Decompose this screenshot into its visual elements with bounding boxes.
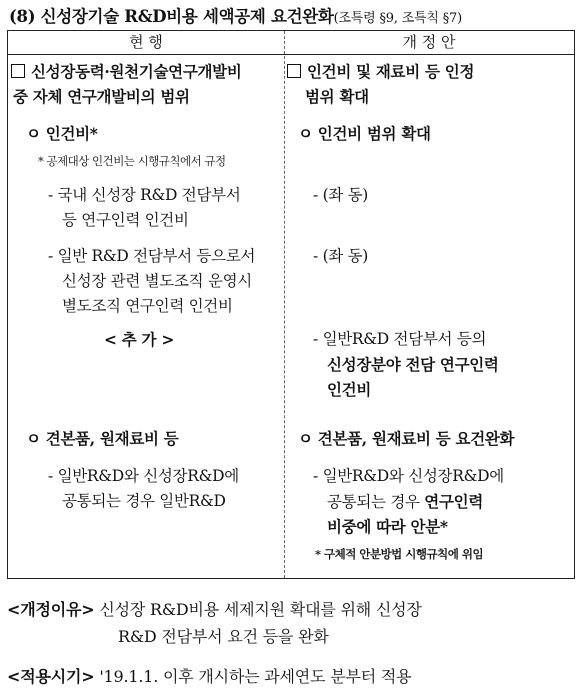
reason-text-line2: R&D 전담부서 요건 등을 완화 [118,627,329,646]
left-dash1-line2: 등 연구인력 인건비 [62,211,189,229]
section-heading [9,3,574,29]
checkbox-square-icon [11,64,25,78]
header-current: 현 행 [129,33,163,51]
column-divider [284,31,285,578]
right-dash3-line1: - 일반R&D와 신성장R&D에 [313,467,504,485]
reason-text-line1: 신성장 R&D비용 세제지원 확대를 위해 신성장 [99,600,422,619]
right-dash3-line3: 비중에 따라 안분* [327,517,448,536]
reason-line1 [7,597,422,623]
section-title: (8) 신성장기술 R&D비용 세액공제 요건완화 [9,7,334,26]
left-dash2-line1: - 일반 R&D 전담부서 등으로서 [48,247,256,265]
right-dash3-line2: 공통되는 경우 연구인력 [327,492,483,511]
right-dash-new-line1: - 일반R&D 전담부서 등의 [313,330,487,348]
left-box-line1: 신성장동력·원천기술연구개발비 [11,59,242,84]
effective-line [7,664,411,690]
table-header-row [8,31,574,55]
reason-label: <개정이유> [7,600,95,619]
left-add-placeholder: < 추 가 > [104,330,175,349]
left-note-labor-cost: * 공제대상 인건비는 시행규칙에서 규정 [38,154,226,168]
section-legal-reference: (조특령 §9, 조특칙 §7) [333,11,462,26]
left-dash3-line1: - 일반R&D와 신성장R&D에 [48,467,239,485]
effective-text: '19.1.1. 이후 개시하는 과세연도 분부터 적용 [99,667,412,686]
left-dash2-line2: 신성장 관련 별도조직 운영시 [62,272,252,290]
right-dash-new-line3: 인건비 [327,380,372,399]
right-same-as-left-2: - (좌 동) [313,247,369,265]
left-dash3-line2: 공통되는 경우 일반R&D [62,492,226,510]
left-dash2-line3: 별도조직 연구인력 인건비 [62,297,233,315]
right-box-line1: 인건비 및 재료비 등 인정 [287,59,474,84]
right-same-as-left-1: - (좌 동) [313,186,369,204]
left-dash1-line1: - 국내 신성장 R&D 전담부서 [48,186,241,204]
left-bullet-samples: ㅇ 견본품, 원재료비 등 [26,429,179,448]
effective-label: <적용시기> [7,667,95,686]
right-box-line2: 범위 확대 [305,87,369,106]
right-note-allocation: * 구체적 안분방법 시행규칙에 위임 [315,547,484,561]
checkbox-square-icon [287,64,301,78]
comparison-table [7,30,575,579]
right-bullet-labor-cost: ㅇ 인건비 범위 확대 [298,124,431,143]
left-bullet-labor-cost: ㅇ 인건비* [26,124,98,143]
right-bullet-samples: ㅇ 견본품, 원재료비 등 요건완화 [298,429,515,448]
left-box-line2: 중 자체 연구개발비의 범위 [13,87,190,106]
header-revised: 개 정 안 [402,33,456,51]
right-dash-new-line2: 신성장분야 전담 연구인력 [327,355,499,374]
